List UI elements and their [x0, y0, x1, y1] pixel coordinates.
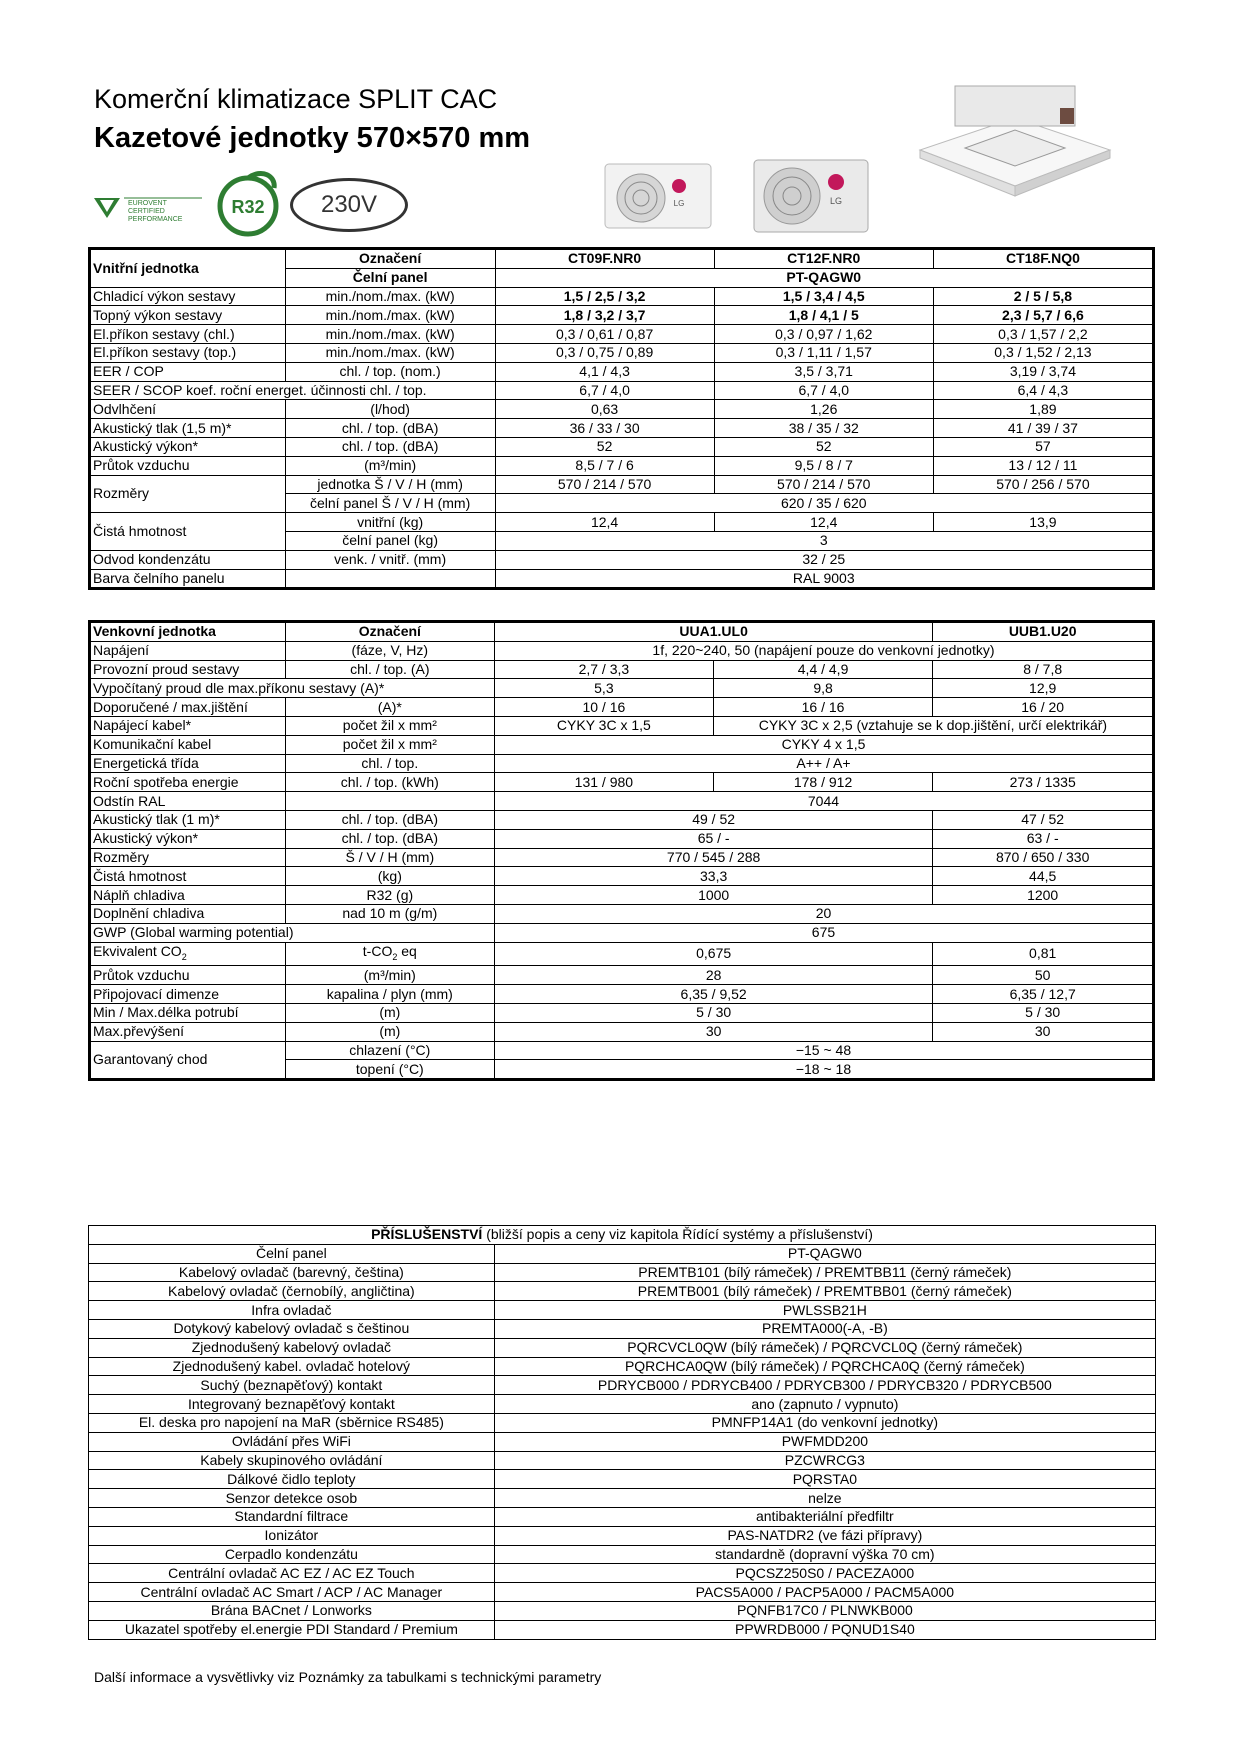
accessory-name: Centrální ovladač AC EZ / AC EZ Touch: [89, 1564, 495, 1583]
accessory-name: Kabelový ovladač (černobílý, angličtina): [89, 1282, 495, 1301]
ral-label: Odstín RAL: [90, 792, 286, 811]
accessory-row: [89, 1263, 1156, 1282]
accessory-row: [89, 1620, 1156, 1639]
row-value-uub1: 5 / 30: [933, 1003, 1154, 1022]
ral-value: 7044: [494, 792, 1153, 811]
row-value: 6,4 / 4,3: [933, 381, 1153, 400]
row-unit: kapalina / plyn (mm): [285, 985, 494, 1004]
row-value-uua1: 65 / -: [494, 829, 932, 848]
guaranteed-operation-label: Garantovaný chod: [90, 1041, 286, 1080]
row-value: 0,63: [495, 400, 714, 419]
power-cable-value-1: CYKY 3C x 1,5: [494, 716, 713, 735]
cooling-range-value: −15 ~ 48: [494, 1041, 1153, 1060]
accessory-name: Dálkové čidlo teploty: [89, 1470, 495, 1489]
outdoor-unit-small-image: [603, 162, 713, 232]
accessory-code: PMNFP14A1 (do venkovní jednotky): [494, 1413, 1155, 1432]
accessory-row: [89, 1451, 1156, 1470]
calc-current-label: Vypočítaný proud dle max.příkonu sestavy (A)*: [90, 679, 495, 698]
accessory-row: [89, 1526, 1156, 1545]
row-value: 0,3 / 0,97 / 1,62: [714, 325, 933, 344]
dimensions-value: 570 / 214 / 570: [714, 475, 933, 494]
accessory-code: standardně (dopravní výška 70 cm): [494, 1545, 1155, 1564]
row-label: Min / Max.délka potrubí: [90, 1003, 286, 1022]
row-label: Náplň chladiva: [90, 886, 286, 905]
power-cable-unit: počet žil x mm²: [285, 716, 494, 735]
row-unit: min./nom./max. (kW): [285, 306, 495, 325]
row-label: Akustický výkon*: [90, 829, 286, 848]
accessory-code: PACS5A000 / PACP5A000 / PACM5A000: [494, 1583, 1155, 1602]
annual-consumption-value: 178 / 912: [713, 773, 933, 792]
accessories-table: [88, 1225, 1156, 1640]
dimensions-panel-value: 620 / 35 / 620: [495, 494, 1153, 513]
row-value: 8,5 / 7 / 6: [495, 456, 714, 475]
indoor-label: Vnitřní jednotka: [90, 249, 286, 288]
drain-unit: venk. / vnitř. (mm): [285, 550, 495, 569]
row-value: 2,3 / 5,7 / 6,6: [933, 306, 1153, 325]
row-value: 0,3 / 1,57 / 2,2: [933, 325, 1153, 344]
row-unit: chl. / top. (dBA): [285, 810, 494, 829]
panel-color-value: RAL 9003: [495, 569, 1153, 589]
table-row: [90, 867, 1154, 886]
accessory-name: Zjednodušený kabel. ovladač hotelový: [89, 1357, 495, 1376]
row-unit: chl. / top. (dBA): [285, 419, 495, 438]
page-title: Komerční klimatizace SPLIT CAC: [94, 84, 498, 114]
footnote: Další informace a vysvětlivky viz Poznámky za tabulkami s technickými parametry: [94, 1669, 602, 1685]
accessories-title: PŘÍSLUŠENSTVÍ (bližší popis a ceny viz kapitola Řídící systémy a příslušenství): [89, 1226, 1156, 1245]
ral-unit: [285, 792, 494, 811]
current-label: Provozní proud sestavy: [90, 660, 286, 679]
row-unit: (m): [285, 1022, 494, 1041]
power-supply-label: Napájení: [90, 641, 286, 660]
row-value-uua1: 5 / 30: [494, 1003, 932, 1022]
row-label: El.příkon sestavy (chl.): [90, 325, 286, 344]
accessory-row: [89, 1338, 1156, 1357]
accessory-row: [89, 1282, 1156, 1301]
refill-unit: nad 10 m (g/m): [285, 904, 494, 923]
brand-label-1: LG: [673, 199, 685, 208]
accessory-row: [89, 1244, 1156, 1263]
indoor-unit-table: [88, 247, 1155, 590]
accessory-code: PWLSSB21H: [494, 1301, 1155, 1320]
accessory-row: [89, 1489, 1156, 1508]
page-subtitle: Kazetové jednotky 570×570 mm: [94, 122, 531, 154]
table-row: [90, 343, 1154, 362]
row-label: Topný výkon sestavy: [90, 306, 286, 325]
accessory-row: [89, 1470, 1156, 1489]
cassette-unit-image: [910, 78, 1120, 198]
outdoor-label: Venkovní jednotka: [90, 622, 286, 642]
accessory-name: Suchý (beznapěťový) kontakt: [89, 1376, 495, 1395]
table-row: [90, 437, 1154, 456]
power-cable-label: Napájecí kabel*: [90, 716, 286, 735]
row-unit: min./nom./max. (kW): [285, 287, 495, 306]
table-row: [90, 325, 1154, 344]
table-row: [90, 456, 1154, 475]
brand-label-2: LG: [829, 196, 843, 206]
accessory-code: PZCWRCG3: [494, 1451, 1155, 1470]
current-value: 8 / 7,8: [933, 660, 1154, 679]
co2-unit: $t-CO_2$ eq: [285, 942, 494, 966]
accessory-code: nelze: [494, 1489, 1155, 1508]
co2-label: Ekvivalent $CO_2$: [90, 942, 286, 966]
weight-value: 12,4: [495, 513, 714, 532]
row-unit: Š / V / H (mm): [285, 848, 494, 867]
fuse-value: 10 / 16: [494, 698, 713, 717]
row-value: 1,8 / 3,2 / 3,7: [495, 306, 714, 325]
accessory-row: [89, 1583, 1156, 1602]
row-value: 4,1 / 4,3: [495, 362, 714, 381]
row-value: 36 / 33 / 30: [495, 419, 714, 438]
accessory-name: Ukazatel spotřeby el.energie PDI Standard / Premium: [89, 1620, 495, 1639]
designation-label: Označení: [285, 622, 494, 642]
gwp-label: GWP (Global warming potential): [90, 923, 495, 942]
row-value-uub1: 47 / 52: [933, 810, 1154, 829]
row-value: 1,26: [714, 400, 933, 419]
row-value: 52: [714, 437, 933, 456]
row-label: Odvlhčení: [90, 400, 286, 419]
weight-value: 12,4: [714, 513, 933, 532]
r32-refrigerant-logo: [214, 170, 282, 238]
panel-color-unit: [285, 569, 495, 589]
refill-label: Doplnění chladiva: [90, 904, 286, 923]
accessory-code: PQRCVCL0QW (bílý rámeček) / PQRCVCL0Q (černý rámeček): [494, 1338, 1155, 1357]
current-value: 4,4 / 4,9: [713, 660, 933, 679]
accessory-name: Kabely skupinového ovládání: [89, 1451, 495, 1470]
row-label: SEER / SCOP koef. roční energet. účinnosti chl. / top.: [90, 381, 496, 400]
accessory-name: Kabelový ovladač (barevný, čeština): [89, 1263, 495, 1282]
row-value-uub1: 44,5: [933, 867, 1154, 886]
row-value: 52: [495, 437, 714, 456]
table-row: [90, 886, 1154, 905]
row-unit: (m): [285, 1003, 494, 1022]
accessory-name: Cerpadlo kondenzátu: [89, 1545, 495, 1564]
row-value: 1,89: [933, 400, 1153, 419]
cooling-range-unit: chlazení (°C): [285, 1041, 494, 1060]
row-value: 1,5 / 2,5 / 3,2: [495, 287, 714, 306]
panel-color-label: Barva čelního panelu: [90, 569, 286, 589]
dimensions-value: 570 / 256 / 570: [933, 475, 1153, 494]
eurovent-line-2: CERTIFIED: [128, 208, 165, 215]
row-label: Průtok vzduchu: [90, 966, 286, 985]
accessory-name: Ionizátor: [89, 1526, 495, 1545]
fuse-value: 16 / 20: [933, 698, 1154, 717]
accessory-code: PREMTA000(-A, -B): [494, 1319, 1155, 1338]
row-unit: (m³/min): [285, 456, 495, 475]
model-uua1: UUA1.UL0: [494, 622, 932, 642]
accessory-name: Zjednodušený kabelový ovladač: [89, 1338, 495, 1357]
row-value: 1,5 / 3,4 / 4,5: [714, 287, 933, 306]
row-value-uua1: 1000: [494, 886, 932, 905]
accessory-row: [89, 1432, 1156, 1451]
accessory-name: Centrální ovladač AC Smart / ACP / AC Manager: [89, 1583, 495, 1602]
row-unit: (l/hod): [285, 400, 495, 419]
model-ct18: CT18F.NQ0: [933, 249, 1153, 269]
comm-cable-label: Komunikační kabel: [90, 735, 286, 754]
calc-current-value: 5,3: [494, 679, 713, 698]
row-label: El.příkon sestavy (top.): [90, 343, 286, 362]
row-label: Chladicí výkon sestavy: [90, 287, 286, 306]
model-ct12: CT12F.NR0: [714, 249, 933, 269]
row-value: 38 / 35 / 32: [714, 419, 933, 438]
accessory-name: Brána BACnet / Lonworks: [89, 1601, 495, 1620]
accessory-name: Ovládání přes WiFi: [89, 1432, 495, 1451]
weight-label: Čistá hmotnost: [90, 513, 286, 551]
accessory-code: PWFMDD200: [494, 1432, 1155, 1451]
row-label: Akustický výkon*: [90, 437, 286, 456]
model-ct09: CT09F.NR0: [495, 249, 714, 269]
accessory-row: [89, 1545, 1156, 1564]
accessory-code: ano (zapnuto / vypnuto): [494, 1395, 1155, 1414]
row-value: 1,8 / 4,1 / 5: [714, 306, 933, 325]
accessory-name: Standardní filtrace: [89, 1507, 495, 1526]
row-value-uua1: 6,35 / 9,52: [494, 985, 932, 1004]
eurovent-line-3: PERFORMANCE: [128, 216, 183, 223]
co2-value-a: 0,675: [494, 942, 932, 966]
heating-range-unit: topení (°C): [285, 1060, 494, 1080]
accessory-code: antibakteriální předfiltr: [494, 1507, 1155, 1526]
dimensions-value: 570 / 214 / 570: [495, 475, 714, 494]
table-row: [90, 306, 1154, 325]
row-label: Průtok vzduchu: [90, 456, 286, 475]
row-label: Akustický tlak (1 m)*: [90, 810, 286, 829]
row-value-uub1: 870 / 650 / 330: [933, 848, 1154, 867]
row-value: 0,3 / 1,52 / 2,13: [933, 343, 1153, 362]
row-value: 0,3 / 0,61 / 0,87: [495, 325, 714, 344]
refill-value: 20: [494, 904, 1153, 923]
row-unit: (m³/min): [285, 966, 494, 985]
row-label: EER / COP: [90, 362, 286, 381]
table-row: [90, 287, 1154, 306]
comm-cable-value: CYKY 4 x 1,5: [494, 735, 1153, 754]
fuse-label: Doporučené / max.jištění: [90, 698, 286, 717]
accessory-name: Dotykový kabelový ovladač s češtinou: [89, 1319, 495, 1338]
row-value-uua1: 770 / 545 / 288: [494, 848, 932, 867]
table-row: [90, 810, 1154, 829]
row-unit: chl. / top. (nom.): [285, 362, 495, 381]
outdoor-unit-table: [88, 620, 1155, 1081]
power-supply-unit: (fáze, V, Hz): [285, 641, 494, 660]
row-label: Připojovací dimenze: [90, 985, 286, 1004]
model-uub1: UUB1.U20: [933, 622, 1154, 642]
row-value: 57: [933, 437, 1153, 456]
row-value: 0,3 / 0,75 / 0,89: [495, 343, 714, 362]
dimensions-unit-unit: jednotka Š / V / H (mm): [285, 475, 495, 494]
weight-value: 13,9: [933, 513, 1153, 532]
row-value: 41 / 39 / 37: [933, 419, 1153, 438]
row-value-uub1: 50: [933, 966, 1154, 985]
accessory-code: PT-QAGW0: [494, 1244, 1155, 1263]
calc-current-value: 9,8: [713, 679, 933, 698]
row-value-uub1: 6,35 / 12,7: [933, 985, 1154, 1004]
row-value: 9,5 / 8 / 7: [714, 456, 933, 475]
row-value: 6,7 / 4,0: [495, 381, 714, 400]
table-row: [90, 829, 1154, 848]
row-label: Max.převýšení: [90, 1022, 286, 1041]
dimensions-label: Rozměry: [90, 475, 286, 513]
designation-label: Označení: [285, 249, 495, 269]
table-row: [90, 985, 1154, 1004]
accessory-code: PREMTB101 (bílý rámeček) / PREMTBB11 (černý rámeček): [494, 1263, 1155, 1282]
row-unit: R32 (g): [285, 886, 494, 905]
fuse-value: 16 / 16: [713, 698, 933, 717]
current-value: 2,7 / 3,3: [494, 660, 713, 679]
accessory-name: Senzor detekce osob: [89, 1489, 495, 1508]
accessory-row: [89, 1376, 1156, 1395]
annual-consumption-unit: chl. / top. (kWh): [285, 773, 494, 792]
heating-range-value: −18 ~ 18: [494, 1060, 1153, 1080]
annual-consumption-label: Roční spotřeba energie: [90, 773, 286, 792]
drain-value: 32 / 25: [495, 550, 1153, 569]
accessory-row: [89, 1301, 1156, 1320]
row-unit: min./nom./max. (kW): [285, 343, 495, 362]
accessory-name: Integrovaný beznapěťový kontakt: [89, 1395, 495, 1414]
accessory-row: [89, 1395, 1156, 1414]
table-row: [90, 966, 1154, 985]
eurovent-certified-logo: [90, 194, 205, 224]
row-label: Rozměry: [90, 848, 286, 867]
row-value-uua1: 30: [494, 1022, 932, 1041]
outdoor-unit-large-image: [752, 158, 870, 236]
row-value-uua1: 28: [494, 966, 932, 985]
table-row: [90, 400, 1154, 419]
calc-current-value: 12,9: [933, 679, 1154, 698]
row-unit: (kg): [285, 867, 494, 886]
row-value: 6,7 / 4,0: [714, 381, 933, 400]
row-unit: chl. / top. (dBA): [285, 437, 495, 456]
table-row: [90, 381, 1154, 400]
co2-value-b: 0,81: [933, 942, 1154, 966]
accessory-name: Infra ovladač: [89, 1301, 495, 1320]
accessory-code: PQRSTA0: [494, 1470, 1155, 1489]
row-value-uua1: 49 / 52: [494, 810, 932, 829]
accessory-row: [89, 1507, 1156, 1526]
accessory-row: [89, 1413, 1156, 1432]
row-label: Akustický tlak (1,5 m)*: [90, 419, 286, 438]
eurovent-line-1: EUROVENT: [128, 200, 167, 207]
fuse-unit: (A)*: [285, 698, 494, 717]
accessory-code: PPWRDB000 / PQNUD1S40: [494, 1620, 1155, 1639]
row-unit: min./nom./max. (kW): [285, 325, 495, 344]
accessory-name: El. deska pro napojení na MaR (sběrnice RS485): [89, 1413, 495, 1432]
row-value: 2 / 5 / 5,8: [933, 287, 1153, 306]
weight-panel-value: 3: [495, 531, 1153, 550]
voltage-badge: 230V: [290, 178, 408, 232]
row-value-uub1: 1200: [933, 886, 1154, 905]
table-row: [90, 362, 1154, 381]
accessory-code: PAS-NATDR2 (ve fázi přípravy): [494, 1526, 1155, 1545]
table-row: [90, 1003, 1154, 1022]
table-row: [90, 848, 1154, 867]
current-unit: chl. / top. (A): [285, 660, 494, 679]
power-supply-value: 1f, 220~240, 50 (napájení pouze do venkovní jednotky): [494, 641, 1153, 660]
accessory-code: PQRCHCA0QW (bílý rámeček) / PQRCHCA0Q (černý rámeček): [494, 1357, 1155, 1376]
accessory-code: PQNFB17C0 / PLNWKB000: [494, 1601, 1155, 1620]
weight-panel-unit: čelní panel (kg): [285, 531, 495, 550]
front-panel-label: Čelní panel: [285, 268, 495, 287]
row-value: 0,3 / 1,11 / 1,57: [714, 343, 933, 362]
energy-class-value: A++ / A+: [494, 754, 1153, 773]
row-value-uua1: 33,3: [494, 867, 932, 886]
accessory-code: PQCSZ250S0 / PACEZA000: [494, 1564, 1155, 1583]
energy-class-unit: chl. / top.: [285, 754, 494, 773]
accessory-code: PREMTB001 (bílý rámeček) / PREMTBB01 (černý rámeček): [494, 1282, 1155, 1301]
row-unit: chl. / top. (dBA): [285, 829, 494, 848]
drain-label: Odvod kondenzátu: [90, 550, 286, 569]
table-row: [90, 1022, 1154, 1041]
row-label: Čistá hmotnost: [90, 867, 286, 886]
row-value: 3,19 / 3,74: [933, 362, 1153, 381]
accessory-row: [89, 1357, 1156, 1376]
row-value-uub1: 63 / -: [933, 829, 1154, 848]
front-panel-model: PT-QAGW0: [495, 268, 1153, 287]
accessory-row: [89, 1564, 1156, 1583]
table-row: [90, 419, 1154, 438]
gwp-value: 675: [494, 923, 1153, 942]
annual-consumption-value: 131 / 980: [494, 773, 713, 792]
dimensions-panel-unit: čelní panel Š / V / H (mm): [285, 494, 495, 513]
accessory-code: PDRYCB000 / PDRYCB400 / PDRYCB300 / PDRYCB320 / PDRYCB500: [494, 1376, 1155, 1395]
row-value: 3,5 / 3,71: [714, 362, 933, 381]
weight-indoor-unit: vnitřní (kg): [285, 513, 495, 532]
r32-label: R32: [231, 197, 265, 217]
accessory-row: [89, 1601, 1156, 1620]
accessory-row: [89, 1319, 1156, 1338]
energy-class-label: Energetická třída: [90, 754, 286, 773]
row-value: 13 / 12 / 11: [933, 456, 1153, 475]
row-value-uub1: 30: [933, 1022, 1154, 1041]
accessory-name: Čelní panel: [89, 1244, 495, 1263]
comm-cable-unit: počet žil x mm²: [285, 735, 494, 754]
annual-consumption-value: 273 / 1335: [933, 773, 1154, 792]
power-cable-value-2: CYKY 3C x 2,5 (vztahuje se k dop.jištění, určí elektrikář): [713, 716, 1153, 735]
